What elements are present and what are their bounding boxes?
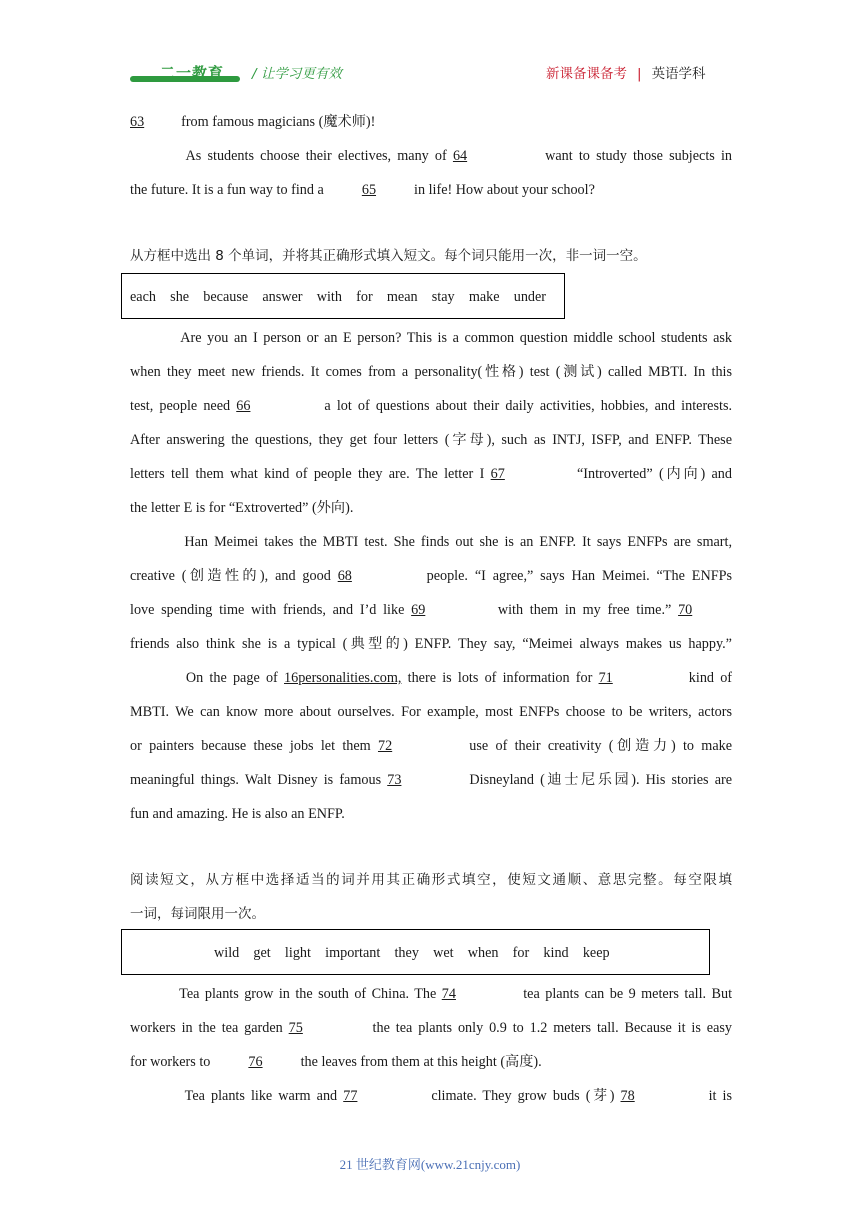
word-box-words: wild get light important they wet when for kind keep — [214, 945, 610, 961]
blank-64[interactable]: 64 — [452, 148, 468, 164]
passage-line — [130, 464, 732, 484]
passage-line — [130, 736, 732, 756]
passage-line — [130, 146, 732, 166]
passage-line: the letter E is for “Extroverted” (外向). — [130, 500, 354, 516]
passage-text: there is lots of information for — [407, 670, 593, 686]
passage-text: meaningful things. Walt Disney is famous — [130, 772, 382, 788]
passage-text: test, people need — [130, 398, 231, 414]
passage-line: fun and amazing. He is also an ENFP. — [130, 806, 345, 822]
blank-67[interactable]: 67 — [490, 466, 505, 482]
passage-line — [130, 600, 732, 620]
blank-65[interactable]: 65 — [361, 182, 377, 198]
blank-75[interactable]: 75 — [288, 1020, 303, 1036]
passage-text: workers in the tea garden — [130, 1020, 283, 1036]
header-separator: | — [637, 66, 642, 82]
passage-line: After answering the questions, they get four letters (字母), such as INTJ, ISFP, and ENFP. These — [130, 432, 732, 448]
blank-77[interactable]: 77 — [343, 1088, 358, 1104]
brand-logo — [130, 58, 242, 88]
passage-text: Tea plants grow in the south of China. The — [179, 986, 437, 1002]
header-subject — [546, 62, 706, 82]
blank-78[interactable]: 78 — [620, 1088, 635, 1104]
blank-70[interactable]: 70 — [678, 602, 693, 618]
passage-line — [130, 112, 732, 132]
website-link[interactable]: 16personalities.com, — [284, 670, 402, 686]
blank-66[interactable]: 66 — [236, 398, 251, 414]
section-instruction: 从方框中选出 8 个单词，并将其正确形式填入短文。每个词只能用一次，非一词一空。 — [130, 248, 647, 264]
passage-line — [130, 1086, 732, 1106]
passage-text: letters tell them what kind of people they are. The letter I — [130, 466, 485, 482]
passage-text: kind of — [688, 670, 733, 686]
passage-line — [130, 180, 732, 200]
blank-73[interactable]: 73 — [387, 772, 402, 788]
passage-text: want to study those subjects in — [545, 148, 733, 164]
passage-text: On the page of — [185, 670, 278, 686]
passage-line — [130, 1052, 732, 1072]
passage-line — [130, 328, 732, 348]
passage-line — [130, 770, 732, 790]
header-slogan: / 让学习更有效 — [252, 66, 342, 82]
header-subject-label: 英语学科 — [651, 66, 706, 82]
passage-line — [130, 566, 732, 586]
passage-text: a lot of questions about their daily activities, hobbies, and interests. — [324, 398, 733, 414]
passage-line: MBTI. We can know more about ourselves. For example, most ENFPs choose to be writers, actors — [130, 704, 732, 720]
passage-text: tea plants can be 9 meters tall. But — [523, 986, 733, 1002]
passage-text: “Introverted” (内向) and — [577, 466, 732, 482]
passage-text: the tea plants only 0.9 to 1.2 meters tall. Because it is easy — [372, 1020, 732, 1036]
passage-text: climate. They grow buds (芽) — [431, 1088, 615, 1104]
passage-text: love spending time with friends, and I’d like — [130, 602, 405, 618]
blank-76[interactable]: 76 — [248, 1054, 263, 1070]
passage-text: Disneyland (迪士尼乐园). His stories are — [469, 772, 733, 788]
blank-69[interactable]: 69 — [411, 602, 426, 618]
passage-line: when they meet new friends. It comes from a personality(性格) test (测试) called MBTI. In this — [130, 364, 732, 380]
page-footer[interactable]: 21 世纪教育网(www.21cnjy.com) — [339, 1157, 521, 1172]
passage-text: or painters because these jobs let them — [130, 738, 371, 754]
passage-text: for workers to — [130, 1054, 211, 1070]
passage-text: from famous magicians (魔术师)! — [181, 114, 376, 130]
passage-line — [130, 984, 732, 1004]
passage-text: the future. It is a fun way to find a — [130, 182, 324, 198]
passage-text: use of their creativity (创造力) to make — [469, 738, 733, 754]
passage-line: friends also think she is a typical (典型的) ENFP. They say, “Meimei always makes us happy.” — [130, 636, 732, 652]
passage-text: it is — [708, 1088, 733, 1104]
passage-line — [130, 668, 732, 688]
word-box-words: each she because answer with for mean stay make under — [130, 289, 547, 305]
blank-63[interactable]: 63 — [130, 114, 145, 130]
blank-68[interactable]: 68 — [337, 568, 352, 584]
passage-line — [130, 532, 732, 552]
passage-text: creative (创造性的), and good — [130, 568, 331, 584]
passage-text: Han Meimei takes the MBTI test. She finds out she is an ENFP. It says ENFPs are smart, — [184, 534, 732, 550]
blank-72[interactable]: 72 — [377, 738, 393, 754]
passage-text: Tea plants like warm and — [184, 1088, 338, 1104]
logo-text: 二一教育 — [160, 64, 225, 82]
blank-71[interactable]: 71 — [598, 670, 613, 686]
passage-text: people. “I agree,” says Han Meimei. “The ENFPs — [426, 568, 733, 584]
passage-text: with them in my free time.” — [497, 602, 672, 618]
passage-text: in life! How about your school? — [414, 182, 595, 198]
passage-text: As students choose their electives, many of — [185, 148, 447, 164]
blank-74[interactable]: 74 — [441, 986, 456, 1002]
passage-line — [130, 396, 732, 416]
header-course-label: 新课备课备考 — [546, 66, 627, 82]
passage-line — [130, 1018, 732, 1038]
section-instruction: 阅读短文，从方框中选择适当的词并用其正确形式填空，使短文通顺、意思完整。每空限填 — [130, 872, 732, 888]
passage-text: the leaves from them at this height (高度). — [300, 1054, 542, 1070]
section-instruction: 一词，每词限用一次。 — [130, 906, 265, 922]
passage-text: Are you an I person or an E person? This is a common question middle school students ask — [180, 330, 732, 346]
